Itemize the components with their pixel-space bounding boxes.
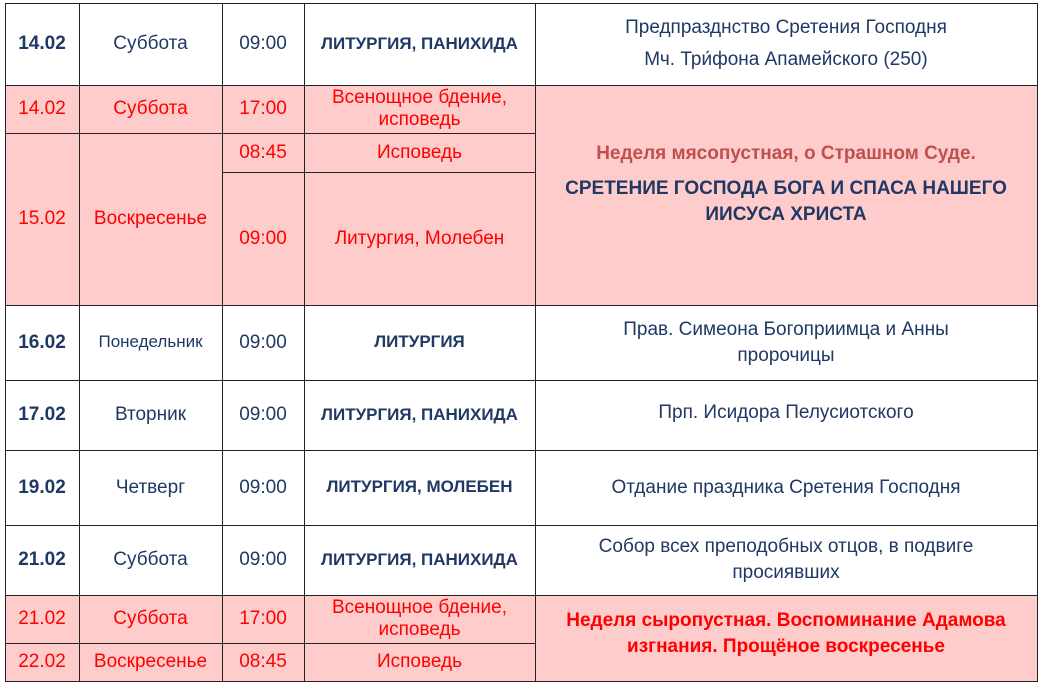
grid-line <box>5 681 1037 682</box>
service-cell: ЛИТУРГИЯ, МОЛЕБЕН <box>326 477 513 497</box>
feast-cell: Собор всех преподобных отцов, в подвиге просиявших <box>598 536 974 583</box>
time-cell: 09:00 <box>239 331 287 353</box>
date-cell: 21.02 <box>18 549 66 571</box>
grid-line <box>5 133 535 134</box>
date-cell: 19.02 <box>18 476 66 498</box>
day-cell: Воскресенье <box>93 651 208 673</box>
day-cell: Суббота <box>113 608 188 630</box>
service-cell: Исповедь <box>376 141 463 163</box>
grid-line <box>5 3 6 682</box>
time-cell: 17:00 <box>239 608 287 630</box>
date-cell: 14.02 <box>18 33 66 55</box>
grid-line <box>1037 3 1038 682</box>
service-cell: ЛИТУРГИЯ <box>374 332 465 352</box>
time-cell: 09:00 <box>239 33 287 55</box>
grid-line <box>5 450 1037 451</box>
grid-line <box>5 305 1037 306</box>
date-cell: 21.02 <box>18 608 66 630</box>
service-cell: Всенощное бдение, исповедь <box>332 87 507 130</box>
time-cell: 08:45 <box>239 141 287 163</box>
date-cell: 17.02 <box>18 404 66 426</box>
feast-cell: Прав. Симеона Богоприимца и Анны пророчицы <box>623 318 949 366</box>
time-cell: 09:00 <box>239 476 287 498</box>
feast-cell: Прп. Исидора Пелусиотского <box>658 402 914 424</box>
day-cell: Четверг <box>115 476 186 498</box>
date-cell: 22.02 <box>18 651 66 673</box>
grid-line <box>304 3 305 682</box>
time-cell: 17:00 <box>239 98 287 120</box>
day-cell: Суббота <box>113 33 188 55</box>
feast-cell: Неделя сыропустная. Воспоминание Адамова изгнания. Прощёное воскресенье <box>566 610 1006 657</box>
day-cell: Вторник <box>114 404 187 426</box>
grid-line <box>79 3 80 682</box>
feast-line: Мч. Три́фона Апамейского (250) <box>644 49 928 70</box>
service-cell: ЛИТУРГИЯ, ПАНИХИДА <box>321 404 518 424</box>
feast-cell: Отдание праздника Сретения Господня <box>611 476 961 498</box>
service-cell: Всенощное бдение, исповедь <box>332 597 507 640</box>
grid-line <box>5 3 1037 4</box>
feast-cell <box>535 3 1037 85</box>
grid-line <box>5 595 1037 596</box>
feast-week-title: Неделя мясопустная, о Страшном Суде. <box>596 142 976 164</box>
grid-line <box>5 643 535 644</box>
day-cell: Суббота <box>113 549 188 571</box>
time-cell: 08:45 <box>239 651 287 673</box>
day-cell: Воскресенье <box>93 208 208 230</box>
time-cell: 09:00 <box>239 227 287 249</box>
service-cell: ЛИТУРГИЯ, ПАНИХИДА <box>321 549 518 569</box>
grid-line <box>222 3 223 682</box>
time-cell: 09:00 <box>239 404 287 426</box>
service-cell: Литургия, Молебен <box>334 227 505 249</box>
grid-line <box>5 85 1037 86</box>
feast-cell <box>540 85 1032 305</box>
date-cell: 14.02 <box>18 98 66 120</box>
grid-line <box>222 172 535 173</box>
grid-line <box>535 3 536 682</box>
service-cell: ЛИТУРГИЯ, ПАНИХИДА <box>321 33 518 53</box>
grid-line <box>5 380 1037 381</box>
date-cell: 15.02 <box>18 208 66 230</box>
day-cell: Понедельник <box>98 332 203 352</box>
grid-line <box>5 525 1037 526</box>
time-cell: 09:00 <box>239 549 287 571</box>
service-cell: Исповедь <box>376 651 463 673</box>
date-cell: 16.02 <box>18 331 66 353</box>
feast-line: Предпразднство Сретения Господня <box>625 17 947 39</box>
feast-great-title: СРЕТЕНИЕ ГОСПОДА БОГА И СПАСА НАШЕГО ИИСУСА ХРИСТА <box>565 178 1007 225</box>
day-cell: Суббота <box>113 98 188 120</box>
